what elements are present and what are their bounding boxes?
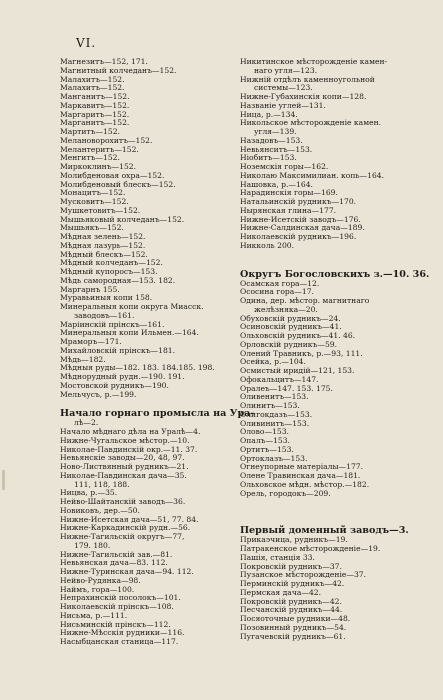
index-entry: Мостовской рудникъ—190. [60, 380, 169, 390]
index-entry: Мартитъ—152. [60, 127, 120, 136]
index-entry: Нижне-Тагильскій зав.—81. [60, 549, 173, 559]
index-entry: Оралеъ—147. 153. 175. [240, 383, 333, 393]
index-entry: Миркоклинъ—152. [60, 162, 137, 171]
index-entry: Мѣдь самородная—153. 182. [60, 275, 176, 285]
index-entry: Непрахинскій посолокъ—101. [60, 593, 181, 603]
index-entry: Офокальцитъ—147. [240, 374, 319, 384]
index-entry: наго угля—123. [254, 65, 318, 75]
index-entry: Нейво-Шайтанскій заводъ—36. [60, 497, 186, 506]
index-entry: Магнезитъ—152, 171. [60, 57, 148, 66]
index-entry: Ново-Листвянный рудникъ—21. [60, 462, 189, 471]
section-gap [60, 399, 230, 408]
index-entry: Новиковъ, дер.—50. [60, 505, 140, 515]
index-entry: Мраморъ—171. [60, 337, 122, 346]
index-entry: Никитинское мѣсторожденіе камен- [240, 57, 388, 66]
index-entry: Маргарнъ 155. [60, 284, 120, 294]
index-entry: Николаевскій рудникъ—196. [240, 232, 357, 241]
index-entry: Наймъ, гора—100. [60, 584, 135, 594]
index-entry: Невьянская дача—83. 112. [60, 558, 168, 568]
index-entry: системы—123. [254, 83, 313, 93]
index-entry: Нижне-Губахинскія копи—128. [240, 92, 367, 101]
section-heading: Начало горнаго промысла на Ура- [60, 408, 255, 420]
index-entry: Мѣдный колчеданъ—152. [60, 258, 163, 268]
index-entry: Минеральныя копи округа Миасск. [60, 302, 204, 311]
index-entry: Мышьяковый колчеданъ—152. [60, 214, 185, 224]
index-entry: Монацитъ—152. [60, 188, 126, 198]
index-entry: Нижне-Тагильскій округъ—77, [60, 532, 185, 541]
index-entry: 111, 118, 188. [74, 479, 130, 489]
index-entry: Начало мѣднаго дѣла на Уралѣ—4. [60, 427, 201, 436]
index-entry: Ніобитъ—153. [240, 153, 297, 163]
index-entry: Осамская гора—12. [240, 278, 320, 288]
index-entry: Ницва, р.—35. [60, 488, 118, 498]
index-entry: Маріинскій прінскъ—161. [60, 319, 165, 329]
index-entry: Одина, дер. мѣстор. магнитнаго [240, 296, 370, 305]
index-column-left [60, 57, 255, 647]
index-entry: Николае-Павдинскій окр.—11. 37. [60, 444, 198, 454]
index-entry: лѣ—2. [74, 418, 99, 428]
section-gap [240, 516, 420, 525]
index-entry: Опалъ—153. [240, 436, 290, 445]
index-entry: Молибденовая охра—152. [60, 170, 165, 180]
index-entry: Нисьминскій прінскъ—112. [60, 619, 171, 629]
index-entry: Ольховское мѣдн. мѣстор.—182. [240, 479, 370, 489]
index-entry: Натальинскій рудникъ—170. [240, 197, 357, 206]
index-entry: Маргаритъ—152. [60, 109, 130, 119]
index-entry: Мѣднорудный рудн.—190. 191. [60, 372, 185, 381]
index-entry: Мѣдный блескъ—152. [60, 249, 148, 259]
index-entry: Мышьякъ—152. [60, 223, 124, 233]
index-entry: Олинитъ—153. [240, 401, 300, 410]
index-entry: Ница, р.—134. [240, 109, 298, 119]
index-entry: Названіе углей—131. [240, 100, 326, 110]
index-entry: Пузанское мѣсторожденіе—37. [240, 570, 367, 580]
index-entry: Манганитъ—152. [60, 92, 130, 101]
index-entry: Пашія, станція 33. [240, 552, 315, 562]
index-entry: Нисьма, р.—111. [60, 610, 128, 620]
index-entry: Оливенитъ—153. [240, 392, 309, 402]
index-entry: Нижне-Туринская дача—94. 112. [60, 567, 194, 576]
index-entry: Нижне-Чугальское мѣстор.—10. [60, 435, 190, 445]
index-entry: Пугачевскій рудникъ—61. [240, 631, 346, 641]
page-edge-mark [2, 470, 5, 490]
index-entry: Олений Травникъ, р.—93, 111. [240, 348, 363, 358]
index-entry: Минеральныя копи Ильмен.—164. [60, 328, 199, 338]
index-entry: Малахитъ—152. [60, 83, 125, 93]
index-entry: Нашовка, р.—164. [240, 179, 313, 189]
index-entry: Осмистый иридій—121, 153. [240, 366, 355, 375]
page-number: VI. [76, 36, 97, 50]
index-entry: Пермская дача—42. [240, 587, 322, 597]
index-entry: Покровскій рудникъ—37. [240, 561, 342, 571]
index-entry: Осейка, р.—104. [240, 357, 306, 367]
index-entry: Никколь 200. [240, 240, 295, 250]
index-entry: Нарадинскія горы—169. [240, 188, 338, 198]
index-entry: Орловскій рудникъ—59. [240, 339, 338, 349]
index-entry: Нижне-Салдинская дача—189. [240, 223, 365, 233]
section-gap [240, 507, 420, 516]
section-gap [240, 251, 420, 260]
index-entry: Николаевскій прінскъ—108. [60, 602, 174, 611]
section-gap [240, 498, 420, 507]
index-entry: Муравьиныя копи 158. [60, 293, 153, 303]
section-heading: Округъ Богословскихъ з.—10. 36. [240, 268, 430, 280]
index-entry: Мѣдный купоросъ—153. [60, 267, 158, 276]
index-entry: Невьянситъ—153. [240, 144, 313, 154]
index-entry: Никольское мѣсторожденіе камен. [240, 118, 382, 128]
section-gap [240, 260, 420, 269]
index-entry: Малахитъ—152. [60, 74, 125, 84]
index-entry: Оливинитъ—153. [240, 418, 310, 428]
index-entry: Мелантеритъ—152. [60, 144, 139, 154]
index-entry: Мушкетовитъ—152. [60, 205, 141, 215]
index-entry: Обуховскій рудникъ—24. [240, 313, 341, 323]
index-column-right [240, 57, 430, 641]
index-entry: Молибденовый блескъ—152. [60, 179, 176, 189]
index-entry: Менгитъ—152. [60, 153, 120, 163]
index-entry: Насыбцанская станица—117. [60, 637, 179, 646]
index-entry: Нейво-Рудянка—98. [60, 575, 141, 585]
index-entry: Нижне-Каркадинскій рудн.—56. [60, 523, 191, 533]
index-entry: Патракенское мѣсторожденіе—19. [240, 544, 381, 553]
index-entry: Мелановорохитъ—152. [60, 135, 153, 145]
index-entry: Орель, городокъ—209. [240, 488, 331, 498]
index-entry: Олигокдазъ—153. [240, 409, 313, 419]
index-entry: Ортитъ—153. [240, 444, 294, 454]
index-entry: Маркавитъ—152. [60, 100, 130, 110]
index-entry: Нижне-Исетская дача—51, 77. 84. [60, 514, 199, 524]
index-entry: Позовинный рудникъ—54. [240, 622, 347, 632]
index-entry: Огнеупорные матеріалы—177. [240, 462, 364, 472]
index-entry: угля—139. [254, 127, 297, 136]
index-entry: Назадовъ—153. [240, 135, 303, 145]
section-heading: Первый доменный заводъ—3. [240, 525, 409, 537]
index-entry: Мѣдь—182. [60, 354, 106, 364]
index-entry: Мельчусъ, р.—199. [60, 389, 137, 399]
index-entry: Мѣдныя руды—182. 183. 184.185. 198. [60, 363, 215, 373]
index-entry: заводовъ—161. [74, 310, 135, 320]
index-entry: Невьянскіе заводы—20, 48, 97. [60, 453, 185, 463]
index-entry: Олово—153. [240, 427, 289, 437]
index-entry: Ольховскій рудникъ—41. 46. [240, 331, 356, 340]
index-entry: Мусковитъ—152. [60, 197, 129, 206]
index-entry: 179. 180. [74, 540, 111, 550]
index-entry: Ортоклазъ—153. [240, 453, 308, 463]
index-entry: Песчанскій рудникъ—44. [240, 605, 343, 615]
index-entry: Михайловскій прінскъ—181. [60, 345, 176, 355]
index-entry: Перминскій рудникъ—42. [240, 579, 345, 588]
index-entry: Магнитный колчеданъ—152. [60, 65, 177, 75]
index-entry: Нижне-Исетскій заводъ—176. [240, 214, 361, 224]
index-entry: Мѣдная лазурь—152. [60, 240, 146, 250]
index-entry: Мѣдная зелень—152. [60, 232, 146, 241]
index-entry: Посяоточные рудники—48. [240, 614, 351, 623]
index-entry: Ососина гора—17. [240, 287, 314, 297]
index-entry: Прикаэчица, рудникъ—19. [240, 535, 348, 545]
index-entry: Покровскій рудникъ—42. [240, 596, 342, 606]
index-entry: Николае-Павдинская дача—35. [60, 470, 187, 480]
index-entry: Осиновскій рудникъ—41. [240, 322, 342, 332]
index-entry: Марганитъ—152. [60, 118, 130, 128]
index-entry: Нижній отдѣлъ каменноугольной [240, 74, 375, 84]
index-entry: Нижне-Мѣсскія рудники—116. [60, 628, 185, 638]
index-entry: Нырянская глина—177. [240, 205, 337, 215]
index-entry: Николаю Максимилиан. копь—164. [240, 170, 385, 180]
index-entry: Олене Травинская дача—181. [240, 471, 361, 480]
index-entry: желѣзняка—20. [254, 304, 318, 314]
index-entry: Ноземскія горы—162. [240, 162, 329, 171]
